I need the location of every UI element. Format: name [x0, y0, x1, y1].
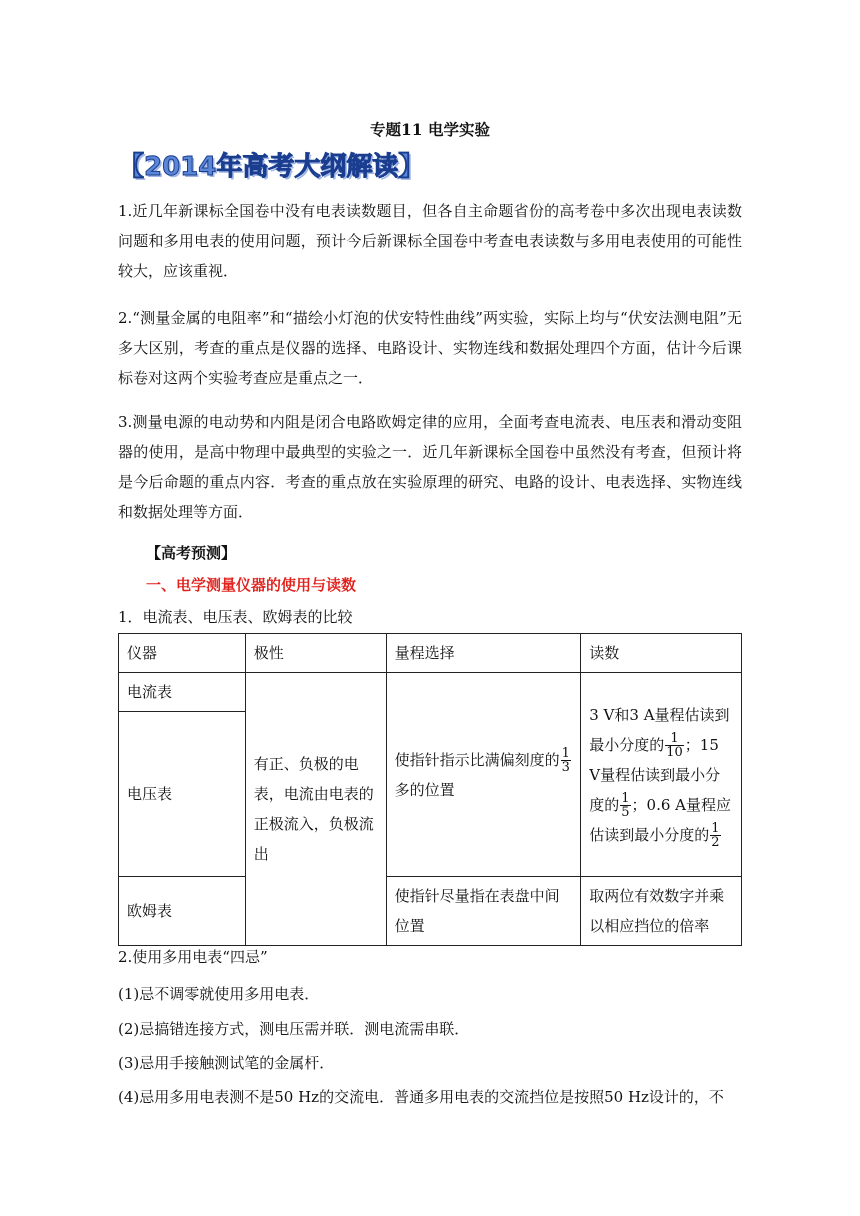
table-header-row — [119, 634, 742, 673]
paragraph-1: 1.近几年新课标全国卷中没有电表读数题目，但各自主命题省份的高考卷中多次出现电表读数问题和多用电表的使用问题，预计今后新课标全国卷中考查电表读数与多用电表使用的可能性较大，应该重视． — [118, 202, 742, 280]
comparison-table — [118, 633, 742, 946]
table-header: 仪器 — [119, 634, 246, 673]
table-row — [119, 673, 742, 712]
reading-text: ；15 V量程估读到最小分度的 — [589, 735, 721, 814]
paragraph-2: 2.“测量金属的电阻率”和“描绘小灯泡的伏安特性曲线”两实验，实际上均与“伏安法测电阻”无多大区别，考查的重点是仪器的选择、电路设计、实物连线和数据处理四个方面，估计今后课标卷对这两个实验考查应是重点之一． — [118, 309, 742, 387]
table-header: 读数 — [581, 634, 742, 673]
table-header: 极性 — [245, 634, 386, 673]
polarity-text: 有正、负极的电表，电流由电表的正极流入，负极流出 — [253, 755, 374, 863]
range-ohm-cell: 使指针尽量指在表盘中间位置 — [386, 877, 581, 946]
rule-item: (4)忌用多用电表测不是50 Hz的交流电．普通多用电表的交流挡位是按照50 Hz设计的，不 — [118, 1088, 724, 1106]
section-banner: 【2014年高考大纲解读】 — [118, 152, 425, 182]
row-label-ohmmeter: 欧姆表 — [119, 877, 246, 946]
reading-meter-cell — [581, 673, 742, 877]
paragraph-3: 3.测量电源的电动势和内阻是闭合电路欧姆定律的应用，全面考查电流表、电压表和滑动变阻器的使用，是高中物理中最典型的实验之一．近几年新课标全国卷中虽然没有考查，但预计将是今后命题的重点内容．考查的重点放在实验原理的研究、电路的设计、电表选择、实物连线和数据处理等方面． — [118, 413, 742, 521]
rule-item: (3)忌用手接触测试笔的金属杆． — [118, 1054, 335, 1072]
section-heading: 一、电学测量仪器的使用与读数 — [146, 576, 357, 594]
denominator: 3 — [561, 760, 570, 775]
fraction — [710, 822, 720, 849]
reading-text: 3 V和3 A量程估读到最小分度的 — [589, 705, 730, 754]
rule-item: (1)忌不调零就使用多用电表． — [118, 985, 320, 1003]
fraction — [620, 792, 630, 819]
numerator: 1 — [621, 791, 630, 806]
numerator: 1 — [711, 821, 720, 836]
denominator: 10 — [666, 745, 683, 760]
table-row — [119, 877, 742, 946]
reading-text: ；0.6 A量程应估读到最小分度的 — [589, 795, 731, 844]
range-meter-cell — [386, 673, 581, 877]
forecast-heading: 【高考预测】 — [146, 544, 237, 562]
numerator: 1 — [665, 732, 684, 746]
range-text: 多的位置 — [394, 780, 455, 799]
rule-item: (2)忌搞错连接方式，测电压需并联．测电流需串联． — [118, 1020, 470, 1038]
polarity-cell — [245, 673, 386, 946]
denominator: 2 — [711, 835, 720, 850]
range-text: 使指针指示比满偏刻度的 — [394, 750, 560, 769]
page-title: 专题11 电学实验 — [370, 120, 490, 139]
table-header: 量程选择 — [386, 634, 581, 673]
fraction — [665, 732, 684, 759]
table-caption: 1．电流表、电压表、欧姆表的比较 — [118, 608, 353, 626]
numerator: 1 — [561, 746, 570, 761]
denominator: 5 — [621, 805, 630, 820]
reading-ohm-cell: 取两位有效数字并乘以相应挡位的倍率 — [581, 877, 742, 946]
fraction — [561, 747, 571, 774]
row-label-ammeter: 电流表 — [119, 673, 246, 712]
row-label-voltmeter: 电压表 — [119, 712, 246, 877]
rules-heading: 2.使用多用电表“四忌” — [118, 948, 268, 966]
